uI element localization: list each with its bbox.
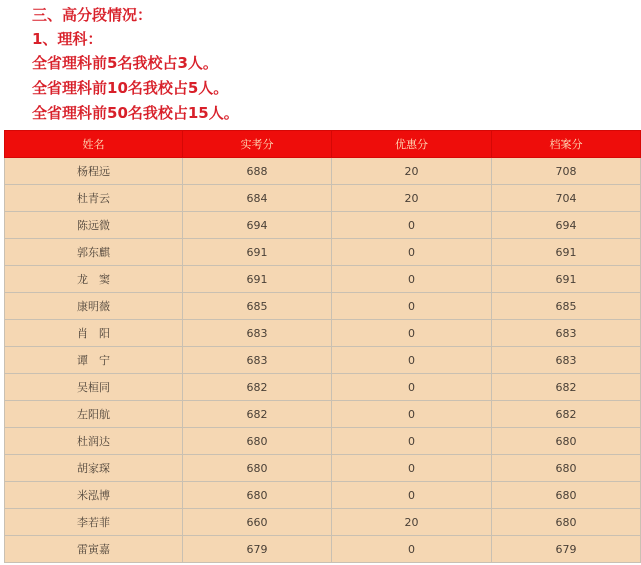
cell-name: 杨程远 [5,158,183,185]
cell-actual-score: 682 [183,401,332,428]
cell-file-score: 679 [492,536,641,563]
cell-name: 李若菲 [5,509,183,536]
cell-file-score: 682 [492,374,641,401]
cell-file-score: 683 [492,347,641,374]
cell-name: 陈远微 [5,212,183,239]
cell-name: 雷寅嘉 [5,536,183,563]
cell-bonus-score: 0 [332,320,492,347]
cell-file-score: 708 [492,158,641,185]
cell-bonus-score: 0 [332,374,492,401]
cell-bonus-score: 20 [332,158,492,185]
cell-file-score: 683 [492,320,641,347]
cell-file-score: 704 [492,185,641,212]
cell-file-score: 680 [492,455,641,482]
cell-actual-score: 680 [183,455,332,482]
table-row [5,266,641,293]
cell-name: 杜青云 [5,185,183,212]
cell-name: 郭东麒 [5,239,183,266]
top50-summary: 全省理科前50名我校占15人。 [32,104,239,122]
cell-bonus-score: 20 [332,509,492,536]
header-row [5,131,641,158]
table-row [5,347,641,374]
cell-name: 谭 宁 [5,347,183,374]
cell-actual-score: 680 [183,428,332,455]
cell-actual-score: 684 [183,185,332,212]
cell-file-score: 691 [492,266,641,293]
table-row [5,482,641,509]
cell-actual-score: 691 [183,266,332,293]
top5-summary: 全省理科前5名我校占3人。 [32,54,218,72]
header-name: 姓名 [5,131,183,158]
cell-actual-score: 685 [183,293,332,320]
table-body [5,158,641,563]
cell-bonus-score: 0 [332,482,492,509]
cell-actual-score: 682 [183,374,332,401]
cell-file-score: 682 [492,401,641,428]
cell-actual-score: 660 [183,509,332,536]
cell-actual-score: 691 [183,239,332,266]
table-header [5,131,641,158]
header-file-score: 档案分 [492,131,641,158]
cell-bonus-score: 0 [332,266,492,293]
header-actual-score: 实考分 [183,131,332,158]
cell-actual-score: 679 [183,536,332,563]
cell-file-score: 691 [492,239,641,266]
cell-name: 胡家琛 [5,455,183,482]
cell-file-score: 680 [492,428,641,455]
table-row [5,455,641,482]
table-row [5,536,641,563]
cell-actual-score: 683 [183,320,332,347]
cell-name: 杜润达 [5,428,183,455]
cell-actual-score: 683 [183,347,332,374]
table-row [5,401,641,428]
cell-name: 吴桓同 [5,374,183,401]
cell-file-score: 680 [492,482,641,509]
cell-file-score: 680 [492,509,641,536]
category-heading: 1、理科： [32,30,103,48]
cell-file-score: 685 [492,293,641,320]
cell-bonus-score: 20 [332,185,492,212]
table-row [5,293,641,320]
table-row [5,239,641,266]
table-row [5,158,641,185]
cell-bonus-score: 0 [332,293,492,320]
score-table [4,130,641,563]
cell-name: 左阳航 [5,401,183,428]
table-row [5,320,641,347]
cell-actual-score: 694 [183,212,332,239]
header-bonus-score: 优惠分 [332,131,492,158]
cell-bonus-score: 0 [332,428,492,455]
cell-actual-score: 680 [183,482,332,509]
cell-bonus-score: 0 [332,347,492,374]
table-row [5,185,641,212]
cell-file-score: 694 [492,212,641,239]
cell-bonus-score: 0 [332,212,492,239]
top10-summary: 全省理科前10名我校占5人。 [32,79,229,97]
section-heading: 三、高分段情况： [32,6,153,24]
table-row [5,212,641,239]
cell-actual-score: 688 [183,158,332,185]
cell-name: 康明薇 [5,293,183,320]
table-row [5,428,641,455]
cell-name: 肖 阳 [5,320,183,347]
cell-name: 龙 窦 [5,266,183,293]
table-row [5,509,641,536]
cell-bonus-score: 0 [332,239,492,266]
cell-bonus-score: 0 [332,401,492,428]
cell-name: 米泓博 [5,482,183,509]
table-row [5,374,641,401]
cell-bonus-score: 0 [332,536,492,563]
cell-bonus-score: 0 [332,455,492,482]
